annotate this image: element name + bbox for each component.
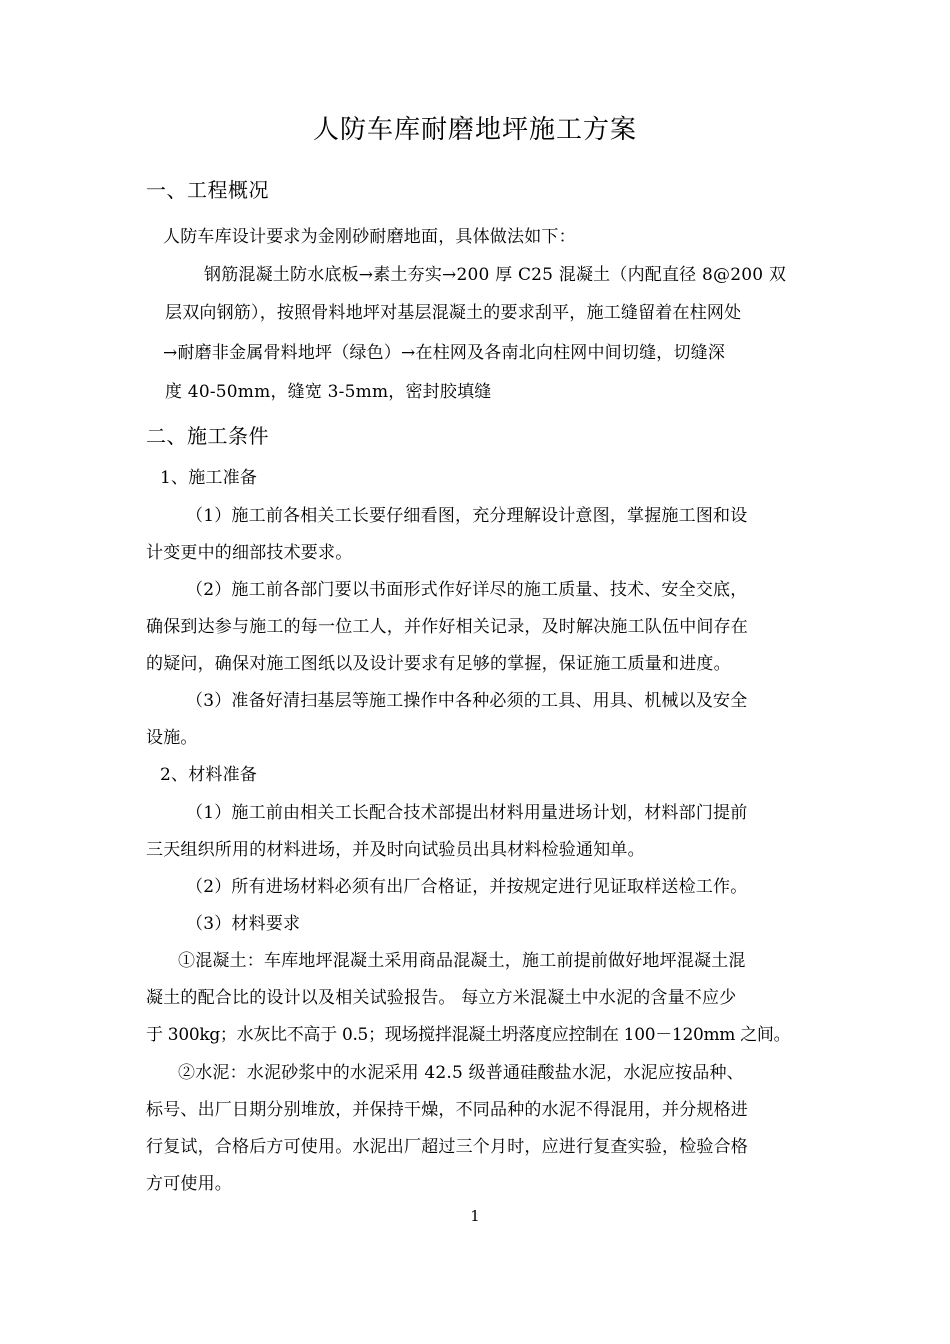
document-title: 人防车库耐磨地坪施工方案 [312, 115, 637, 145]
page-number: 1 [470, 1207, 480, 1225]
paragraph-line: 凝土的配合比的设计以及相关试验报告。 每立方米混凝土中水泥的含量不应少 [146, 988, 737, 1008]
paragraph-line: 于 300kg；水灰比不高于 0.5；现场搅拌混凝土坍落度应控制在 100－120mm 之间。 [146, 1025, 791, 1045]
paragraph-line: 三天组织所用的材料进场，并及时向试验员出具材料检验通知单。 [146, 840, 645, 860]
paragraph-line: 方可使用。 [146, 1174, 232, 1194]
paragraph-line: 人防车库设计要求为金刚砂耐磨地面，具体做法如下： [163, 227, 576, 247]
paragraph-line: →耐磨非金属骨料地坪（绿色）→在柱网及各南北向柱网中间切缝，切缝深 [163, 343, 726, 363]
subsection-heading-materials: 2、材料准备 [160, 765, 258, 785]
paragraph-line: 行复试，合格后方可使用。水泥出厂超过三个月时，应进行复查实验，检验合格 [146, 1137, 748, 1157]
paragraph-line: 层双向钢筋），按照骨料地坪对基层混凝土的要求刮平，施工缝留着在柱网处 [165, 303, 742, 323]
paragraph-line: （1）施工前各相关工长要仔细看图，充分理解设计意图，掌握施工图和设 [186, 506, 748, 526]
paragraph-line: （3）材料要求 [186, 914, 301, 934]
paragraph-line: 钢筋混凝土防水底板→素土夯实→200 厚 C25 混凝土（内配直径 8@200 双 [204, 265, 787, 285]
paragraph-line: 设施。 [146, 728, 198, 748]
paragraph-line: 确保到达参与施工的每一位工人，并作好相关记录，及时解决施工队伍中间存在 [146, 617, 748, 637]
section-heading-conditions: 二、施工条件 [146, 424, 269, 448]
paragraph-line: 标号、出厂日期分别堆放，并保持干燥，不同品种的水泥不得混用，并分规格进 [146, 1100, 748, 1120]
paragraph-line: ②水泥：水泥砂浆中的水泥采用 42.5 级普通硅酸盐水泥，水泥应按品种、 [178, 1063, 744, 1083]
paragraph-line: （1）施工前由相关工长配合技术部提出材料用量进场计划，材料部门提前 [186, 803, 748, 823]
section-heading-overview: 一、工程概况 [146, 178, 269, 202]
paragraph-line: （2）施工前各部门要以书面形式作好详尽的施工质量、技术、安全交底， [186, 580, 748, 600]
paragraph-line: （2）所有进场材料必须有出厂合格证，并按规定进行见证取样送检工作。 [186, 877, 748, 897]
paragraph-line: 度 40-50mm，缝宽 3-5mm，密封胶填缝 [165, 382, 492, 402]
paragraph-line: 的疑问，确保对施工图纸以及设计要求有足够的掌握，保证施工质量和进度。 [146, 654, 731, 674]
subsection-heading-preparation: 1、施工准备 [160, 468, 258, 488]
paragraph-line: ①混凝土：车库地坪混凝土采用商品混凝土，施工前提前做好地坪混凝土混 [178, 951, 746, 971]
paragraph-line: 计变更中的细部技术要求。 [146, 543, 353, 563]
paragraph-line: （3）准备好清扫基层等施工操作中各种必须的工具、用具、机械以及安全 [186, 691, 748, 711]
